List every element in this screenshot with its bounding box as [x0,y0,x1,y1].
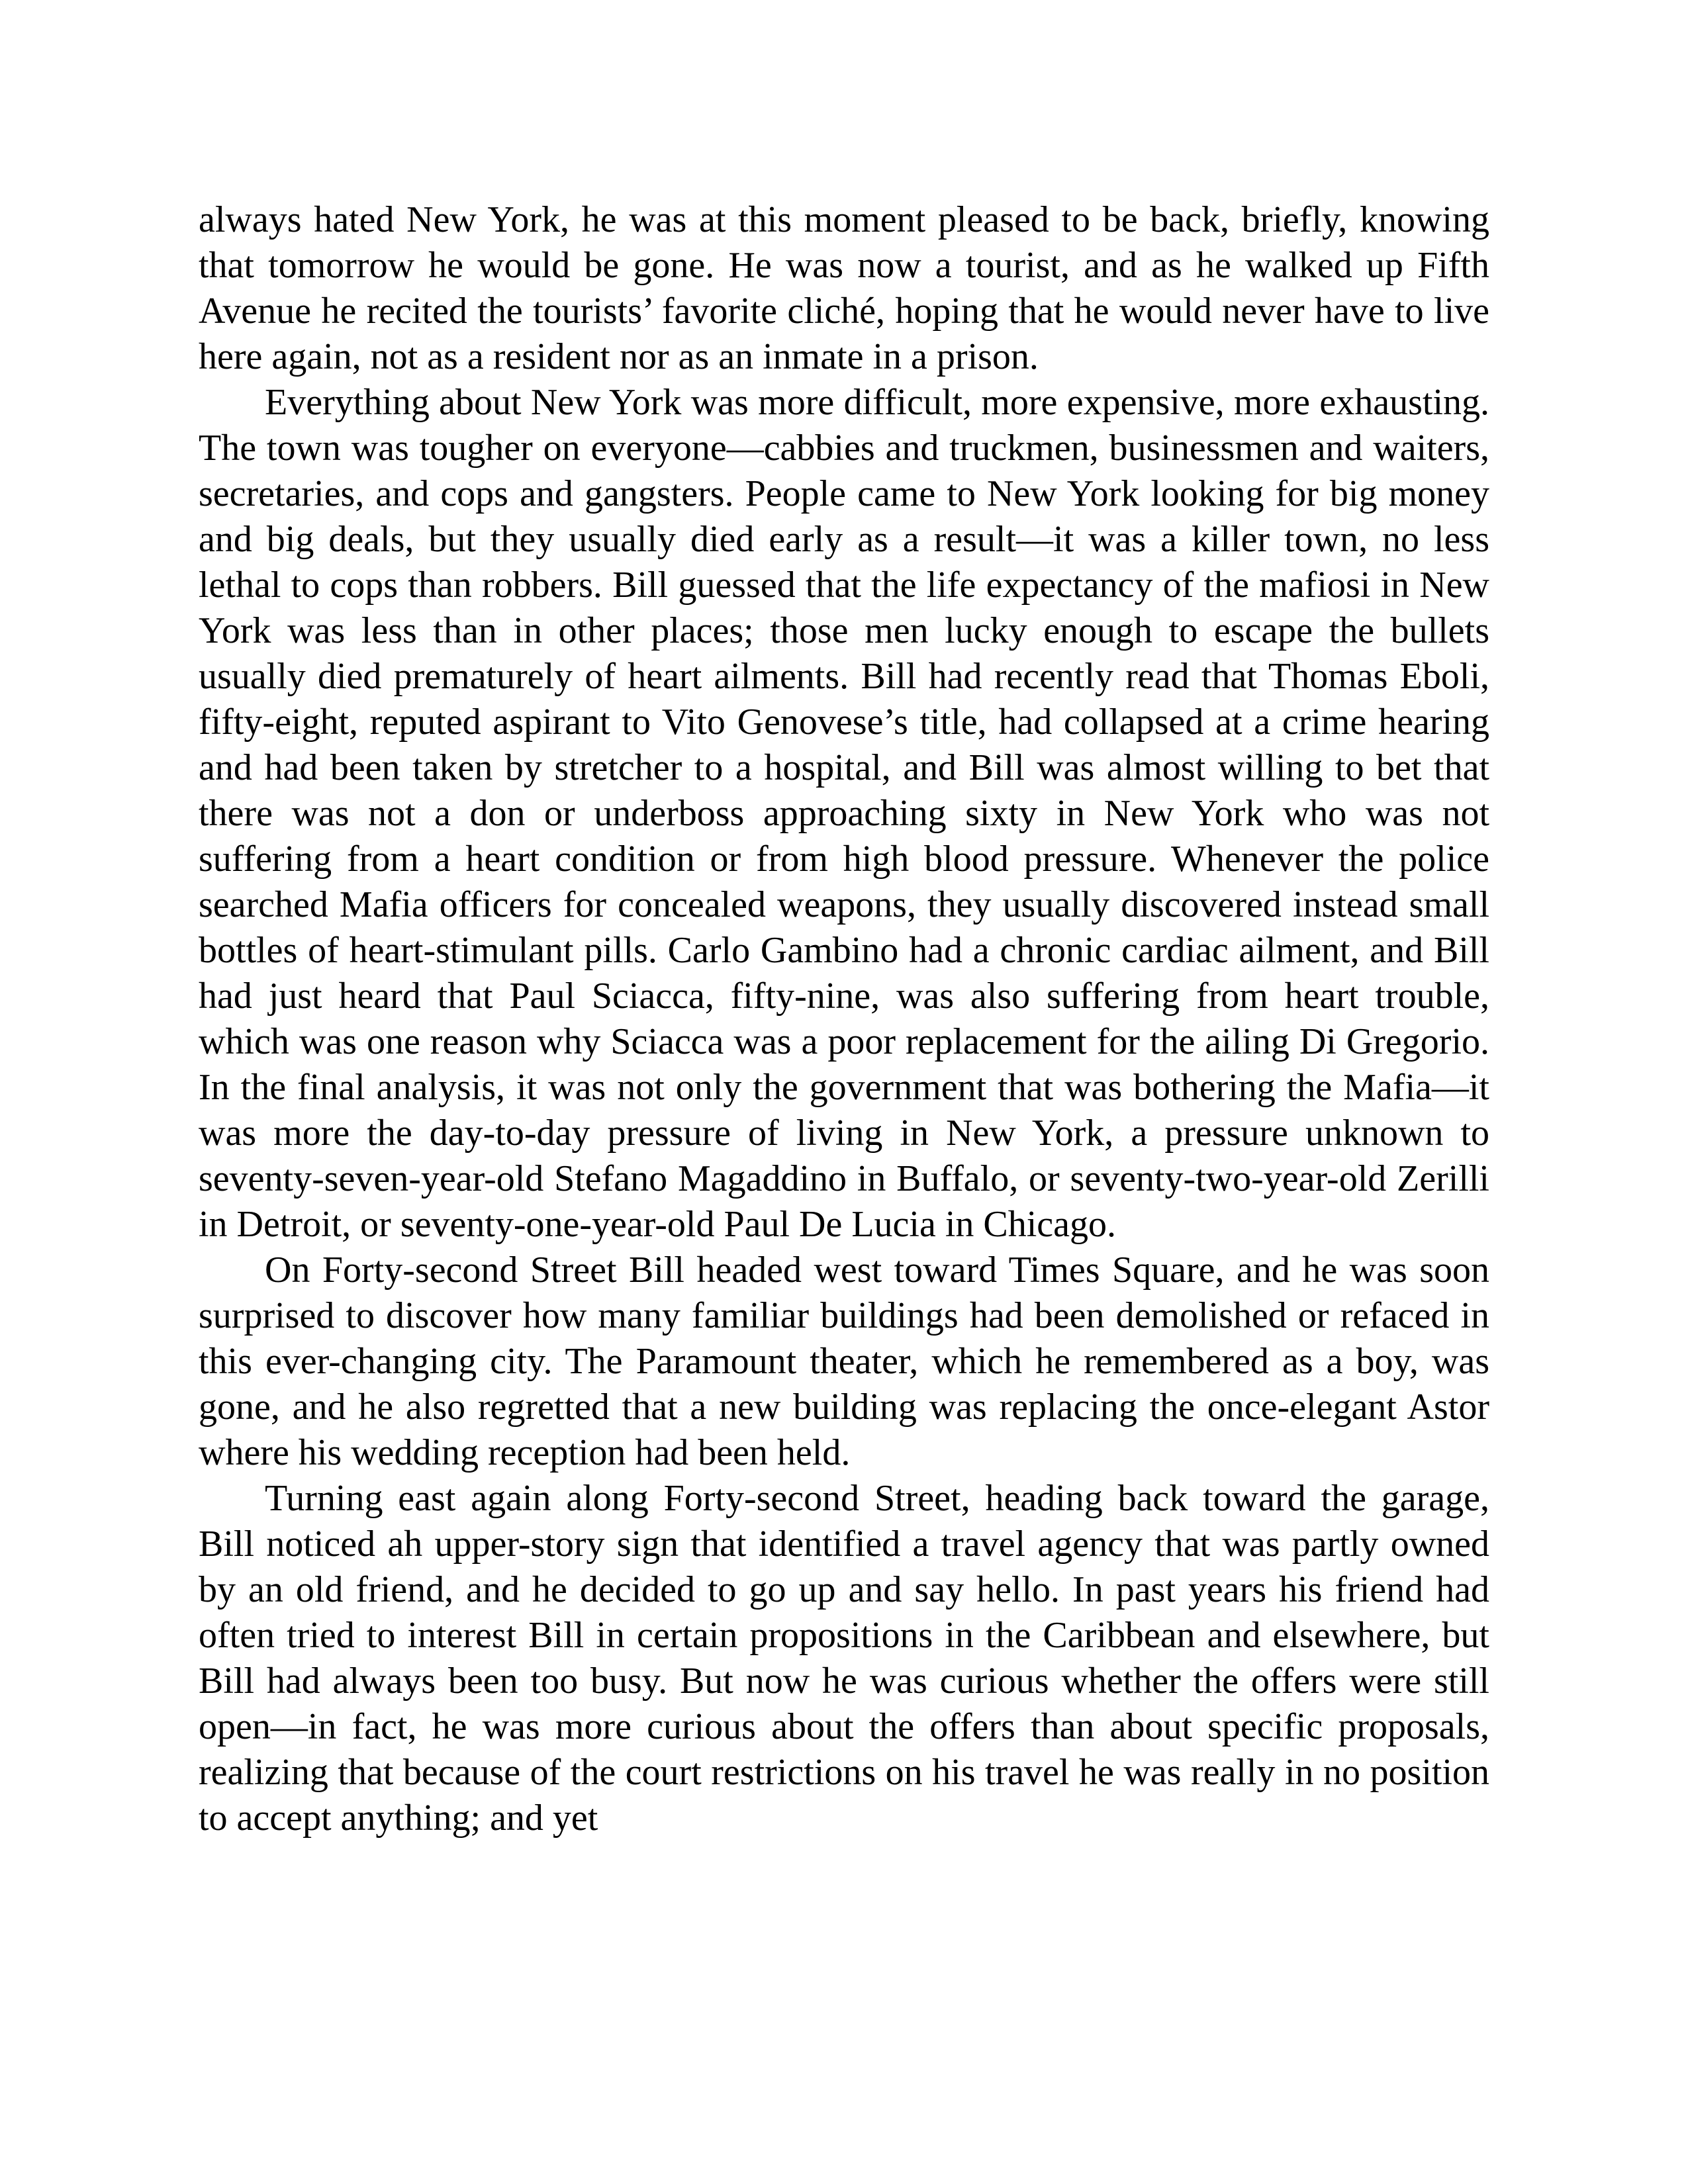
paragraph: Turning east again along Forty-second Street, heading back toward the garage, Bill noticed ah upper-story sign that identified a travel agency that was partly owned by an old friend, and he decided to go up and say hello. In past years his friend had often tried to interest Bill in certain propositions in the Caribbean and elsewhere, but Bill had always been too busy. But now he was curious whether the offers were still open—in fact, he was more curious about the offers than about specific proposals, realizing that because of the court restrictions on his travel he was really in no position to accept anything; and yet [199,1478,1489,1839]
paragraph: On Forty-second Street Bill headed west toward Times Square, and he was soon surprised to discover how many familiar buildings had been demolished or refaced in this ever-changing city. The Paramount theater, which he remembered as a boy, was gone, and he also regretted that a new building was replacing the once-elegant Astor where his wedding reception had been held. [199,1250,1489,1473]
paragraph-continued: always hated New York, he was at this moment pleased to be back, briefly, knowing that tomorrow he would be gone. He was now a tourist, and as he walked up Fifth Avenue he recited the tourists’ favorite cliché, hoping that he would never have to live here again, not as a resident nor as an inmate in a prison. [199,199,1489,377]
paragraph: Everything about New York was more difficult, more expensive, more exhausting. The town was tougher on everyone—cabbies and truckmen, businessmen and waiters, secretaries, and cops and gangsters. People came to New York looking for big money and big deals, but they usually died early as a result—it was a killer town, no less lethal to cops than robbers. Bill guessed that the life expectancy of the mafiosi in New York was less than in other places; those men lucky enough to escape the bullets usually died prematurely of heart ailments. Bill had recently read that Thomas Eboli, fifty-eight, reputed aspirant to Vito Genovese’s title, had collapsed at a crime hearing and had been taken by stretcher to a hospital, and Bill was almost willing to bet that there was not a don or underboss approaching sixty in New York who was not suffering from a heart condition or from high blood pressure. Whenever the police searched Mafia officers for concealed weapons, they usually discovered instead small bottles of heart-stimulant pills. Carlo Gambino had a chronic cardiac ailment, and Bill had just heard that Paul Sciacca, fifty-nine, was also suffering from heart trouble, which was one reason why Sciacca was a poor replacement for the ailing Di Gregorio. In the final analysis, it was not only the government that was bothering the Mafia—it was more the day-to-day pressure of living in New York, a pressure unknown to seventy-seven-year-old Stefano Magaddino in Buffalo, or seventy-two-year-old Zerilli in Detroit, or seventy-one-year-old Paul De Lucia in Chicago. [199,382,1489,1245]
body-text [199,197,1489,1841]
